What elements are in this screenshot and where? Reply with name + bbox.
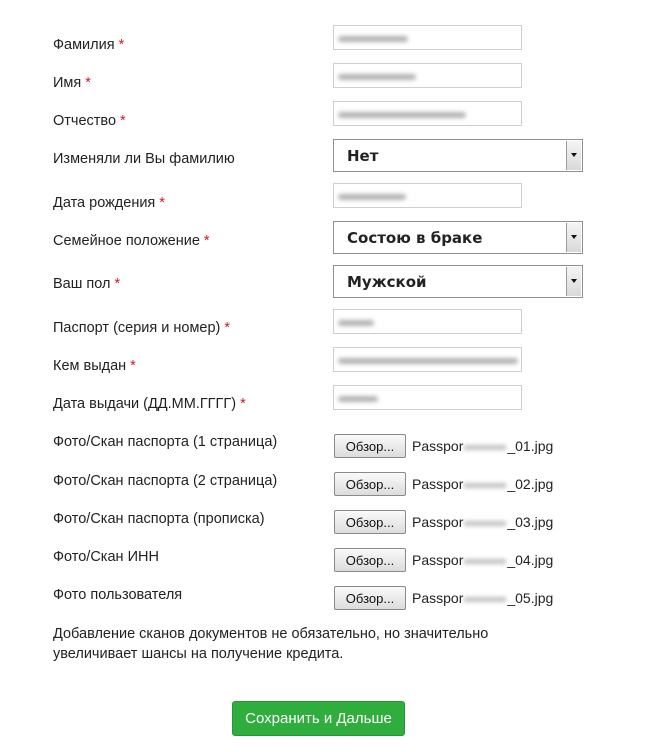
file-label-user-photo: Фото пользователя (53, 587, 183, 603)
save-and-next-button[interactable]: Сохранить и Дальше (232, 701, 405, 736)
changed-surname-value: Нет (347, 147, 379, 165)
file-name-end: _02.jpg (507, 476, 554, 492)
required-mark: * (159, 195, 165, 211)
file-name-end: _05.jpg (507, 590, 554, 606)
issue-date-input[interactable] (333, 385, 522, 410)
passport-input[interactable] (333, 309, 522, 334)
passport-label-text: Паспорт (серия и номер) (53, 320, 221, 336)
file-name-end: _01.jpg (507, 438, 554, 454)
file-name-end: _04.jpg (507, 552, 554, 568)
issue-date-label-text: Дата выдачи (ДД.ММ.ГГГГ) (53, 396, 237, 412)
redacted-filename (464, 483, 506, 488)
changed-surname-select[interactable] (333, 139, 583, 172)
gender-select[interactable] (333, 265, 583, 298)
file-name-start: Passpor (412, 552, 464, 568)
redacted-filename (464, 559, 506, 564)
file-name-end: _03.jpg (507, 514, 554, 530)
redacted-filename (464, 597, 506, 602)
redacted-value (338, 396, 378, 402)
required-mark: * (240, 396, 246, 412)
name-input[interactable] (333, 63, 522, 88)
birth-date-input[interactable] (333, 183, 522, 208)
file-name-start: Passpor (412, 476, 464, 492)
required-mark: * (114, 276, 121, 292)
issued-by-input[interactable] (333, 347, 522, 372)
file-name-user-photo (412, 590, 553, 606)
name-label-text: Имя (53, 75, 82, 91)
gender-label (53, 276, 120, 292)
redacted-filename (464, 521, 506, 526)
required-mark: * (120, 113, 126, 129)
chevron-down-icon[interactable] (566, 141, 581, 170)
chevron-down-icon[interactable] (566, 223, 581, 252)
surname-label-text: Фамилия (53, 37, 115, 53)
required-mark: * (224, 320, 231, 336)
changed-surname-label: Изменяли ли Вы фамилию (53, 151, 235, 167)
surname-input[interactable] (333, 25, 522, 50)
redacted-value (338, 194, 406, 200)
file-label-inn: Фото/Скан ИНН (53, 549, 159, 565)
patronymic-input[interactable] (333, 101, 522, 126)
file-name-passport-registration (412, 514, 553, 530)
birth-date-label-text: Дата рождения (53, 195, 156, 211)
browse-button-passport-registration[interactable]: Обзор... (334, 510, 406, 534)
file-name-start: Passpor (412, 438, 464, 454)
file-name-inn (412, 552, 553, 568)
redacted-value (338, 112, 466, 118)
marital-status-select[interactable] (333, 221, 583, 254)
browse-button-inn[interactable]: Обзор... (334, 548, 406, 572)
issue-date-label (53, 396, 246, 412)
marital-status-label-text: Семейное положение (53, 233, 200, 249)
name-label (53, 75, 91, 91)
file-name-passport-page1 (412, 438, 553, 454)
surname-label (53, 37, 124, 53)
file-name-passport-page2 (412, 476, 553, 492)
file-label-passport-page2: Фото/Скан паспорта (2 страница) (53, 473, 278, 489)
file-name-start: Passpor (412, 514, 464, 530)
patronymic-label-text: Отчество (53, 113, 117, 129)
redacted-filename (464, 445, 506, 450)
marital-status-value: Состою в браке (347, 229, 483, 247)
patronymic-label (53, 113, 126, 129)
browse-button-user-photo[interactable]: Обзор... (334, 586, 406, 610)
documents-note: Добавление сканов документов не обязательно, но значительно увеличивает шансы на получение кредита. (53, 626, 489, 662)
file-label-passport-registration: Фото/Скан паспорта (прописка) (53, 511, 265, 527)
redacted-value (338, 74, 416, 80)
file-label-passport-page1: Фото/Скан паспорта (1 страница) (53, 434, 278, 450)
browse-button-passport-page1[interactable]: Обзор... (334, 434, 406, 458)
file-name-start: Passpor (412, 590, 464, 606)
issued-by-label (53, 358, 136, 374)
passport-label (53, 320, 230, 336)
issued-by-label-text: Кем выдан (53, 358, 127, 374)
gender-value: Мужской (347, 273, 427, 291)
redacted-value (338, 36, 408, 42)
gender-label-text: Ваш пол (53, 276, 111, 292)
birth-date-label (53, 195, 165, 211)
browse-button-passport-page2[interactable]: Обзор... (334, 472, 406, 496)
required-mark: * (118, 37, 125, 53)
redacted-value (338, 358, 518, 364)
required-mark: * (85, 75, 91, 91)
required-mark: * (203, 233, 210, 249)
required-mark: * (130, 358, 136, 374)
redacted-value (338, 320, 374, 326)
chevron-down-icon[interactable] (566, 267, 581, 296)
marital-status-label (53, 233, 210, 249)
